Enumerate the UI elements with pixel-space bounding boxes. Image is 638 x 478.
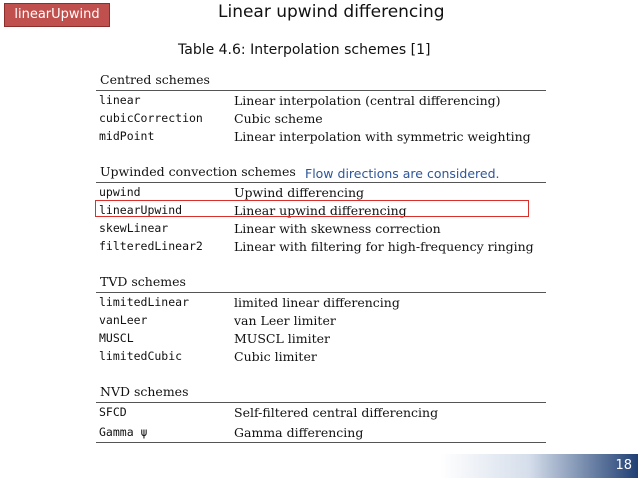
scheme-description: limited linear differencing (234, 295, 400, 310)
scheme-keyword: vanLeer (99, 313, 148, 327)
table-row (96, 313, 546, 331)
table-row (96, 405, 546, 423)
scheme-keyword: linear (99, 93, 141, 107)
scheme-description: Cubic limiter (234, 349, 317, 364)
table-row (96, 349, 546, 367)
scheme-description: Linear upwind differencing (234, 203, 407, 218)
scheme-keyword: limitedCubic (99, 349, 183, 363)
scheme-description: Linear with skewness correction (234, 221, 441, 236)
scheme-keyword: limitedLinear (99, 295, 190, 309)
section-title-nvd: NVD schemes (100, 384, 189, 399)
table-row (96, 295, 546, 313)
flow-direction-note: Flow directions are considered. (305, 166, 500, 181)
scheme-keyword: Gamma ψ (99, 425, 148, 439)
scheme-description: Linear with filtering for high-frequency ringing (234, 239, 534, 254)
table-row (96, 93, 546, 111)
scheme-keyword: skewLinear (99, 221, 169, 235)
table-bottom-rule (96, 442, 546, 443)
scheme-keyword: upwind (99, 185, 141, 199)
scheme-description: van Leer limiter (234, 313, 336, 328)
highlight-box (95, 200, 529, 217)
scheme-keyword: filteredLinear2 (99, 239, 203, 253)
table-row (96, 425, 546, 443)
section-badge: linearUpwind (4, 3, 110, 27)
table-row (96, 221, 546, 239)
section-title-tvd: TVD schemes (100, 274, 186, 289)
table-row (96, 239, 546, 257)
section-title-centred: Centred schemes (100, 72, 210, 87)
slide-title: Linear upwind differencing (218, 2, 445, 22)
scheme-keyword: linearUpwind (99, 203, 183, 217)
footer-gradient-bar (440, 454, 638, 478)
table-row (96, 331, 546, 349)
scheme-keyword: MUSCL (99, 331, 134, 345)
section-divider (96, 292, 546, 293)
scheme-keyword: cubicCorrection (99, 111, 203, 125)
scheme-description: MUSCL limiter (234, 331, 330, 346)
section-divider (96, 90, 546, 91)
table-row (96, 111, 546, 129)
section-divider (96, 182, 546, 183)
scheme-keyword: SFCD (99, 405, 127, 419)
section-title-upwinded: Upwinded convection schemes (100, 164, 296, 179)
scheme-description: Linear interpolation with symmetric weighting (234, 129, 531, 144)
table-caption: Table 4.6: Interpolation schemes [1] (178, 42, 431, 58)
table-row (96, 129, 546, 147)
scheme-description: Upwind differencing (234, 185, 365, 200)
section-divider (96, 402, 546, 403)
scheme-keyword: midPoint (99, 129, 155, 143)
scheme-description: Cubic scheme (234, 111, 323, 126)
scheme-description: Linear interpolation (central differencing) (234, 93, 501, 108)
scheme-description: Self-filtered central differencing (234, 405, 439, 420)
page-number: 18 (615, 458, 632, 473)
scheme-description: Gamma differencing (234, 425, 364, 440)
